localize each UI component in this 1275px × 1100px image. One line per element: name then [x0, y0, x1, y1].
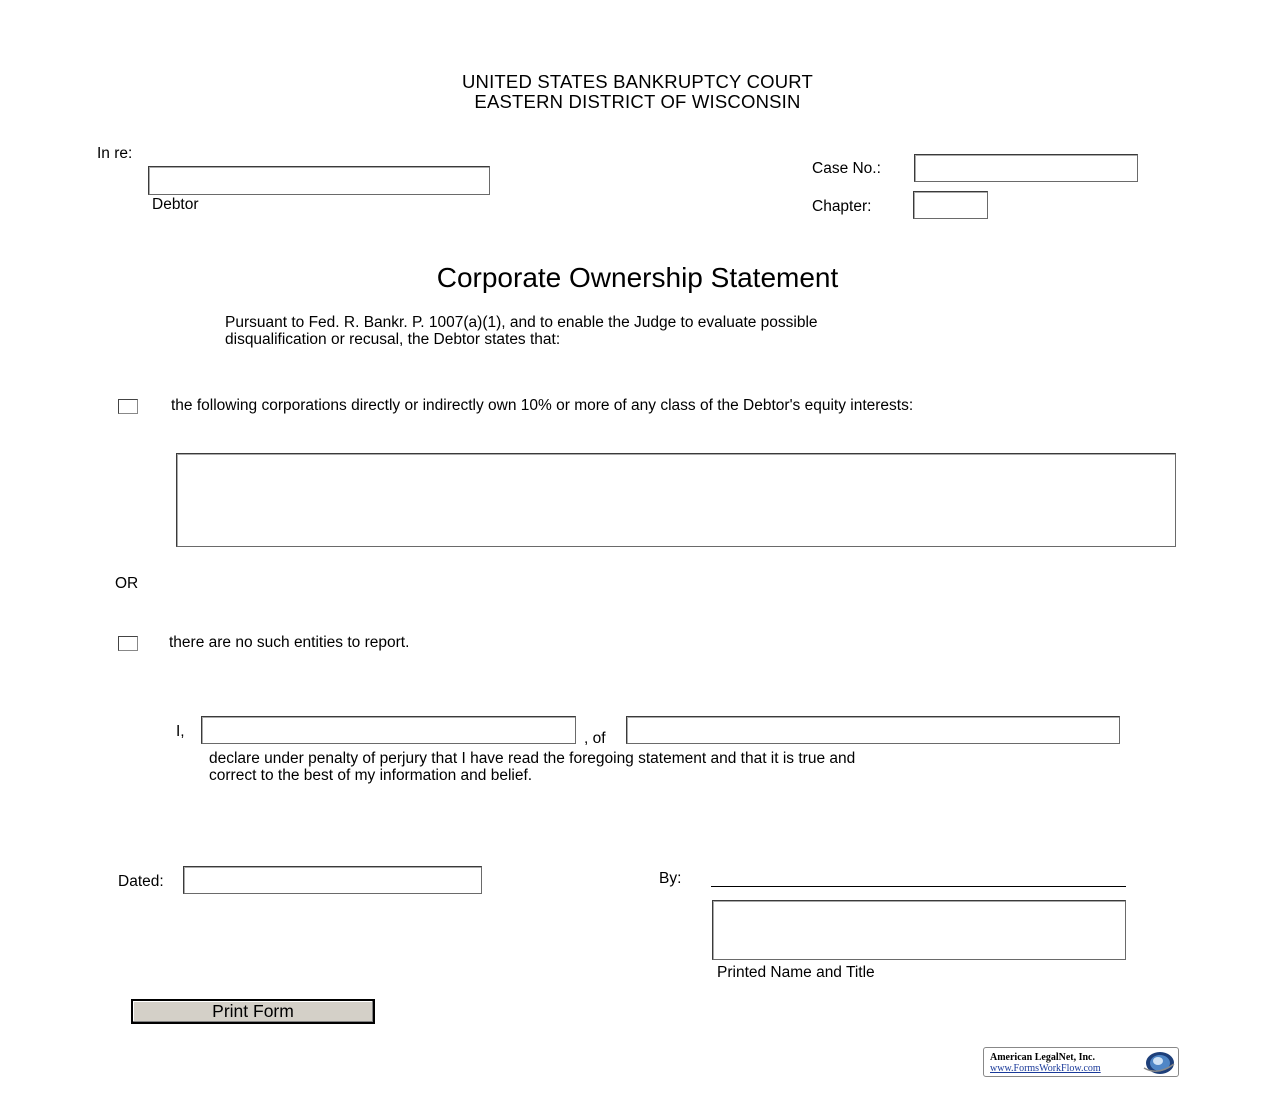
chapter-field[interactable] [913, 191, 988, 219]
print-form-button[interactable]: Print Form [131, 999, 375, 1024]
by-label: By: [659, 870, 682, 887]
intro-line-1: Pursuant to Fed. R. Bankr. P. 1007(a)(1), and to enable the Judge to evaluate possible [225, 314, 818, 331]
intro-line-2: disqualification or recusal, the Debtor states that: [225, 331, 561, 348]
declarant-i-label: I, [176, 723, 185, 740]
dated-label: Dated: [118, 873, 164, 890]
no-entities-checkbox[interactable] [118, 636, 138, 651]
dated-field[interactable] [183, 866, 482, 894]
corporations-list-field[interactable] [176, 453, 1176, 547]
court-name: UNITED STATES BANKRUPTCY COURT [461, 71, 814, 92]
no-entities-option-label: there are no such entities to report. [169, 634, 410, 651]
globe-icon [1140, 1050, 1176, 1076]
debtor-name-field[interactable] [148, 166, 490, 195]
form-title: Corporate Ownership Statement [436, 262, 839, 293]
declarant-capacity-field[interactable] [626, 716, 1120, 744]
or-label: OR [115, 575, 139, 592]
logo-company-name: American LegalNet, Inc. [990, 1052, 1095, 1063]
declarant-name-field[interactable] [201, 716, 576, 744]
american-legalnet-logo[interactable] [983, 1047, 1179, 1077]
printed-name-field[interactable] [712, 900, 1126, 960]
court-district: EASTERN DISTRICT OF WISCONSIN [474, 91, 801, 112]
case-no-label: Case No.: [812, 160, 881, 177]
case-no-field[interactable] [914, 154, 1138, 182]
signature-line [711, 886, 1126, 887]
declaration-line-2: correct to the best of my information and belief. [209, 767, 533, 784]
corporations-option-label: the following corporations directly or indirectly own 10% or more of any class of the Debtor's equity interests: [171, 397, 914, 414]
in-re-label: In re: [97, 145, 133, 162]
declarant-of-label: , of [584, 730, 606, 747]
corporations-checkbox[interactable] [118, 399, 138, 414]
logo-url-link[interactable]: www.FormsWorkFlow.com [990, 1063, 1101, 1074]
chapter-label: Chapter: [812, 198, 872, 215]
declaration-line-1: declare under penalty of perjury that I have read the foregoing statement and that it is true and [209, 750, 856, 767]
printed-name-label: Printed Name and Title [717, 964, 875, 981]
debtor-label: Debtor [152, 196, 199, 213]
